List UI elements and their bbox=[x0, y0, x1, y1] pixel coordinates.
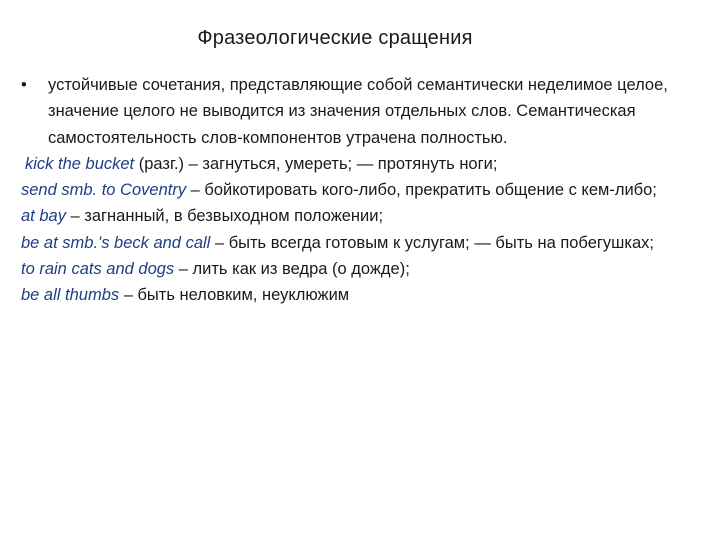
idiom-gloss: (разг.) – загнуться, умереть; — протянуть ноги; bbox=[134, 154, 498, 173]
idiom-gloss: – лить как из ведра (о дожде); bbox=[174, 260, 410, 279]
idiom-gloss: – быть всегда готовым к услугам; — быть на побегушках; bbox=[210, 233, 654, 252]
example-entry-1 bbox=[21, 151, 701, 177]
example-entry-3 bbox=[21, 203, 701, 229]
idiom-gloss: – загнанный, в безвыходном положении; bbox=[65, 207, 384, 226]
example-entry-5 bbox=[21, 256, 701, 282]
example-entry-6 bbox=[21, 282, 701, 308]
bullet-icon: • bbox=[21, 76, 27, 94]
idiom-text: be all thumbs bbox=[21, 286, 120, 305]
idiom-text: be at smb.'s beck and call bbox=[21, 233, 211, 252]
example-entry-2 bbox=[21, 177, 701, 203]
slide-title: Фразеологические сращения bbox=[197, 27, 473, 49]
definition-text: устойчивые сочетания, представляющие собой семантически неделимое целое, значение целого не выводится из значения отдельных слов. Семантическая самостоятельность слов-компонентов утрачена полностью. bbox=[48, 76, 668, 147]
idiom-text: send smb. to Coventry bbox=[21, 181, 187, 200]
example-entry-4 bbox=[21, 230, 701, 256]
idiom-text: kick the bucket bbox=[25, 154, 135, 173]
idiom-text: to rain cats and dogs bbox=[21, 260, 175, 279]
idiom-gloss: – бойкотировать кого-либо, прекратить общение с кем-либо; bbox=[186, 181, 657, 200]
definition-bullet bbox=[21, 72, 701, 151]
slide-content bbox=[21, 72, 701, 309]
idiom-text: at bay bbox=[21, 207, 66, 226]
idiom-gloss: – быть неловким, неуклюжим bbox=[119, 286, 350, 305]
